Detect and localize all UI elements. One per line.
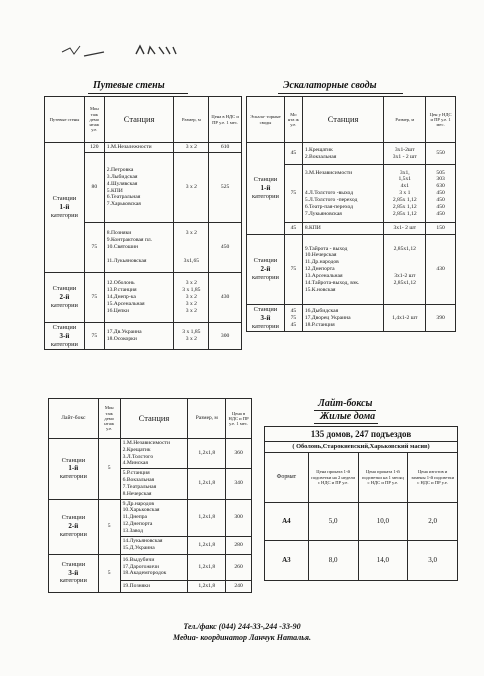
col-type-header: Путевые стены: [45, 97, 85, 143]
col-size-header: Размер, м: [188, 399, 226, 439]
size-cell: 3 x 2: [174, 143, 209, 153]
category-2-cell: Станции 2-й категории: [45, 273, 85, 323]
price-cell: 150: [426, 223, 456, 235]
right-section-title: Эскалаторные своды: [283, 80, 377, 91]
count-cell: 75: [84, 223, 104, 273]
right-title-underline: [278, 93, 403, 94]
houses-count-heading: 135 домов, 247 подъездов: [265, 427, 458, 442]
station-cell: 3.М.Независимости 4.Л.Толстого -выход 5.Л.Толстого -переход 6.Театр-пая-переход 7.Лукьяновская: [302, 165, 384, 223]
escalator-vaults-table: [246, 96, 456, 332]
price-month-cell: 10,0: [358, 502, 408, 540]
category-1-cell: Станции 1-й категории: [49, 439, 99, 500]
col-format-header: Формат: [265, 452, 309, 502]
col-station-header: Станция: [104, 97, 174, 143]
col-count-header: Мо нта ж у.е.: [284, 97, 302, 143]
station-cell: 12.Оболонь 13.Р.станция 14.Днепр-ка 15.Арсенальная 16.Цепки: [104, 273, 174, 323]
col-production-header: Цена изготов и замены 1-й подсветки с НДС и ПР у.е.: [408, 452, 458, 502]
size-cell: 1,4x1-2 шт: [384, 305, 426, 332]
category-2-cell: Станции 2-й категории: [49, 499, 99, 554]
station-cell: 5.Р.станция 6.Вокзальная 7.Театральная 8.Нечерская: [120, 469, 188, 499]
left-section-title: Путевые стены: [93, 80, 165, 91]
col-type-header: Эскала- торные своды: [247, 97, 285, 143]
station-cell: 16.Дыбидская 17.Дворец Украина 18.Р.станция: [302, 305, 384, 332]
price-month-cell: 14,0: [358, 540, 408, 580]
price-cell: 550: [426, 143, 456, 165]
col-price-header: Цена в НДС и ПР у.е. 1 мес.: [226, 399, 252, 439]
price-cell: 280: [226, 536, 252, 554]
price-cell: 260: [226, 554, 252, 580]
category-3-cell: Станции 3-й категории: [247, 305, 285, 332]
size-cell: 3x1-2шт 3x1 - 2 шт: [384, 143, 426, 165]
category-2-cell: Станции 2-й категории: [247, 235, 285, 305]
station-cell: 8.Позняки 9.Контрактовая пл. 10.Святошин 11.Лукьяновская: [104, 223, 174, 273]
station-cell: 16.Выдубичи 17.Дарогожичи 18.Академгородок: [120, 554, 188, 580]
col-count-header: Мон таж демо нтаж у.е.: [84, 97, 104, 143]
price-cell: 430: [426, 235, 456, 305]
count-cell: 5: [98, 499, 120, 554]
col-size-header: Размер, м: [384, 97, 426, 143]
col-price-header: Цен у НДС и ПР у.е. 1 мес.: [426, 97, 456, 143]
station-cell: 9.Др.народов 10.Харьковская 11.Днепра 12.Днепорта 13.Завод: [120, 499, 188, 536]
footer-phone: Тел./факс (044) 244-33-,244 -33-90: [183, 622, 301, 631]
count-cell: 45 75 45: [284, 305, 302, 332]
price-cell: 610: [209, 143, 242, 153]
station-cell: 1.Крещатик 2.Вокзальная: [302, 143, 384, 165]
price-cell: 360: [226, 439, 252, 469]
size-cell: 2,85x1,12 3x1-2 шт 2,85x1,12: [384, 235, 426, 305]
category-3-cell: Станции 3-й категории: [45, 323, 85, 350]
count-cell: 5: [98, 554, 120, 592]
size-cell: 3x1- 2 шт: [384, 223, 426, 235]
price-cell: 300: [226, 499, 252, 536]
size-cell: 1,2x1,8: [188, 580, 226, 592]
size-cell: 1,2x1,8: [188, 536, 226, 554]
price-cell: 450: [209, 223, 242, 273]
price-cell: 390: [426, 305, 456, 332]
count-cell: 45: [284, 143, 302, 165]
col-two-weeks-header: Цена проката 1-й подсветки на 2 недели с НДС и ПР у.е.: [308, 452, 358, 502]
col-size-header: Размер, м: [174, 97, 209, 143]
col-count-header: Мон таж демо нтаж у.е.: [98, 399, 120, 439]
category-3-cell: Станции 3-й категории: [49, 554, 99, 592]
col-station-header: Станция: [120, 399, 188, 439]
count-cell: 45: [284, 223, 302, 235]
logo-scribble-image: [60, 38, 190, 64]
station-cell: 1.М.Независимости 2.Крещатик 3.Л.Толстого 4.Минская: [120, 439, 188, 469]
col-month-header: Цена проката 1-й подсветки на 1 месяц с НДС и ПР у.е.: [358, 452, 408, 502]
count-cell: 75: [284, 165, 302, 223]
category-1-cell: Станции 1-й категории: [45, 143, 85, 273]
residential-lightbox-table: [264, 426, 458, 581]
price-cell: 525: [209, 153, 242, 223]
footer-coordinator: Медиа- координатор Ланчук Наталья.: [172, 633, 312, 642]
format-cell: А3: [265, 540, 309, 580]
track-walls-table: [44, 96, 242, 350]
size-cell: 3 x 2 3x1,65: [174, 223, 209, 273]
residential-title: Жилые дома: [320, 411, 376, 422]
station-cell: 8.КПИ: [302, 223, 384, 235]
size-cell: 3 x 2: [174, 153, 209, 223]
size-cell: 3 x 2 3 x 1,85 3 x 2 3 x 2 3 x 2: [174, 273, 209, 323]
price-cell: 240: [226, 580, 252, 592]
price-cell: 300: [209, 323, 242, 350]
category-1-cell: Станции 1-й категории: [247, 143, 285, 235]
price-two-weeks-cell: 5,0: [308, 502, 358, 540]
count-cell: 120: [84, 143, 104, 153]
residential-title-underline: [314, 423, 378, 424]
left-title-underline: [88, 93, 188, 94]
col-type-header: Лайт-бокс: [49, 399, 99, 439]
station-cell: 1.М.Незалежности: [104, 143, 174, 153]
price-cell: 430: [209, 273, 242, 323]
station-cell: 9.Тайрота - выход 10.Нечерская 11.Др.народов 12.Днепорта 13.Арсенальная 14.Тайрота-выход, вэк. 15.К.новская: [302, 235, 384, 305]
format-cell: А4: [265, 502, 309, 540]
station-cell: 19.Позняки: [120, 580, 188, 592]
price-two-weeks-cell: 8,0: [308, 540, 358, 580]
station-cell: 17.Дв.Украина 18.Осокорки: [104, 323, 174, 350]
price-cell: 340: [226, 469, 252, 499]
price-cell: 505 303 630 450 450 450 450: [426, 165, 456, 223]
col-station-header: Станция: [302, 97, 384, 143]
col-price-header: Цена в НДС и ПР у.е. 1 мес.: [209, 97, 242, 143]
count-cell: 5: [98, 439, 120, 500]
count-cell: 75: [84, 273, 104, 323]
count-cell: 75: [84, 323, 104, 350]
lightbox-metro-table: [48, 398, 252, 593]
size-cell: 1,2x1,8: [188, 554, 226, 580]
count-cell: 75: [284, 235, 302, 305]
price-production-cell: 3,0: [408, 540, 458, 580]
districts-subheading: ( Оболонь,Старокиевский,Харьковский масив): [265, 442, 458, 453]
size-cell: 1,2x1,8: [188, 439, 226, 469]
size-cell: 3 x 1,85 3 x 2: [174, 323, 209, 350]
price-production-cell: 2,0: [408, 502, 458, 540]
count-cell: 80: [84, 153, 104, 223]
size-cell: 1,2x1,8: [188, 499, 226, 536]
size-cell: 1,2x1,8: [188, 469, 226, 499]
size-cell: 3x1, 1,5x1 4x1 3 x 1 2,85x 1,12 2,85x 1,12 2,85x 1,12: [384, 165, 426, 223]
lightboxes-title: Лайт-боксы: [318, 398, 373, 409]
station-cell: 14.Лукьяновская 15.Д.Украина: [120, 536, 188, 554]
station-cell: 2.Петровка 3.Лыбидская 4.Шулявская 5.КПИ 6.Театральная 7.Харьковская: [104, 153, 174, 223]
